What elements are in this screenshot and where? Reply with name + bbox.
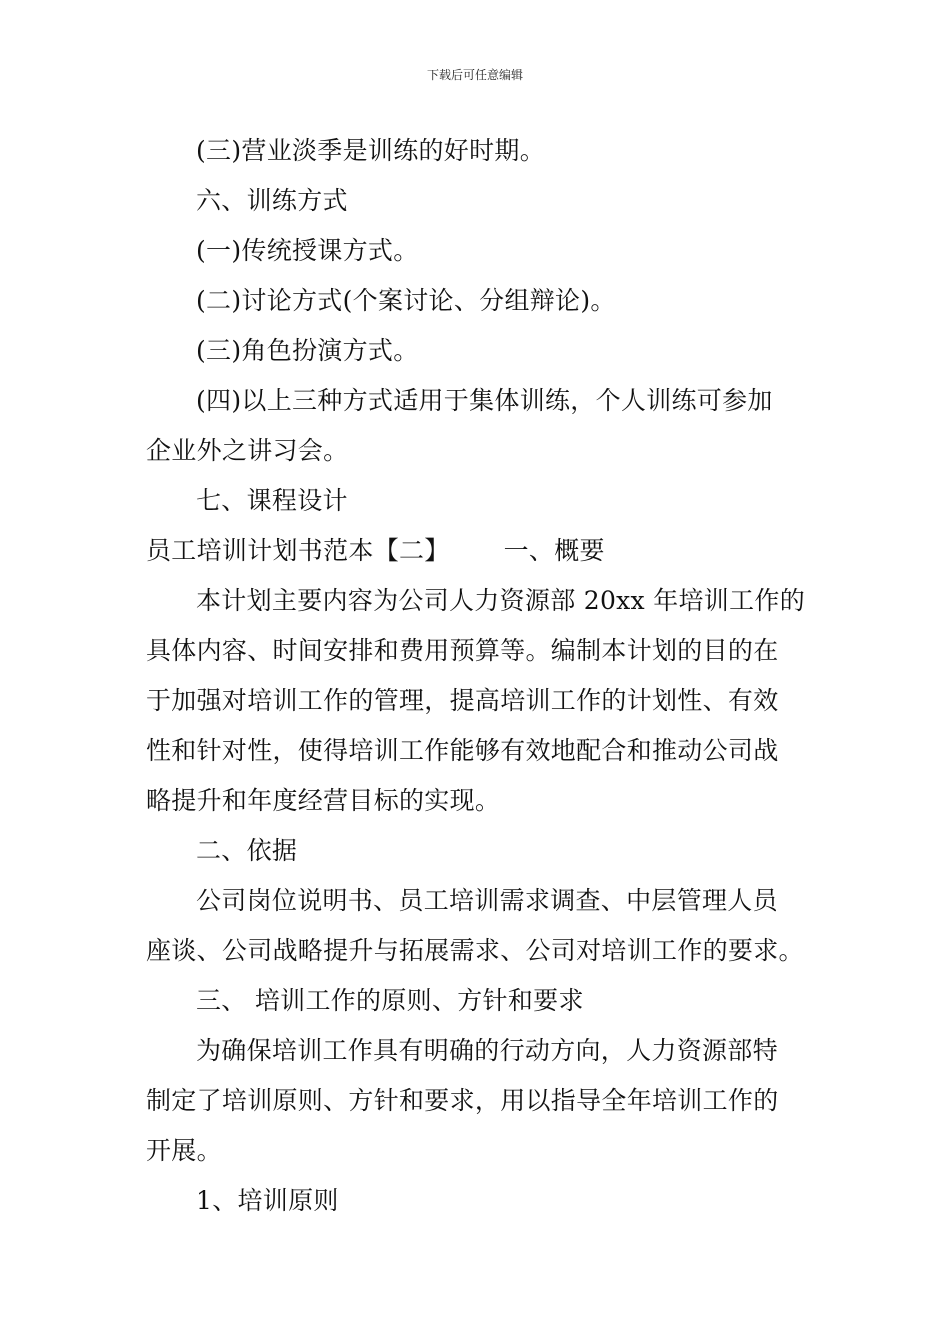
paragraph-line: (四)以上三种方式适用于集体训练，个人训练可参加: [196, 386, 773, 415]
document-title: 员工培训计划书范本【二】: [146, 536, 450, 565]
document-body: [146, 126, 808, 1226]
paragraph-line: 制定了培训原则、方针和要求，用以指导全年培训工作的: [146, 1086, 779, 1115]
paragraph-line: (二)讨论方式(个案讨论、分组辩论)。: [196, 286, 616, 315]
section-heading: 六、训练方式: [196, 186, 348, 215]
paragraph-line: 具体内容、时间安排和费用预算等。编制本计划的目的在: [146, 636, 779, 665]
paragraph-line: 企业外之讲习会。: [146, 436, 349, 465]
section-heading: 二、依据: [196, 836, 298, 865]
paragraph-line: 略提升和年度经营目标的实现。: [146, 786, 501, 815]
section-heading: 一、概要: [503, 536, 605, 565]
paragraph-line: 公司岗位说明书、员工培训需求调查、中层管理人员: [196, 886, 778, 915]
paragraph-line: 于加强对培训工作的管理，提高培训工作的计划性、有效: [146, 686, 779, 715]
paragraph-line: (三)营业淡季是训练的好时期。: [196, 136, 546, 165]
paragraph-line: 本计划主要内容为公司人力资源部 20xx 年培训工作的: [196, 586, 806, 615]
paragraph-line: 座谈、公司战略提升与拓展需求、公司对培训工作的要求。: [146, 936, 804, 965]
paragraph-line: 开展。: [146, 1136, 222, 1165]
document-title-line: [146, 526, 808, 576]
paragraph-line: 为确保培训工作具有明确的行动方向，人力资源部特: [196, 1036, 778, 1065]
paragraph-line: 性和针对性，使得培训工作能够有效地配合和推动公司战: [146, 736, 779, 765]
page-header: 下载后可任意编辑: [426, 68, 523, 82]
section-heading: 1、培训原则: [196, 1186, 339, 1215]
section-heading: 三、 培训工作的原则、方针和要求: [196, 986, 584, 1015]
section-heading: 七、课程设计: [196, 486, 348, 515]
paragraph-line: (三)角色扮演方式。: [196, 336, 419, 365]
paragraph-line: (一)传统授课方式。: [196, 236, 419, 265]
